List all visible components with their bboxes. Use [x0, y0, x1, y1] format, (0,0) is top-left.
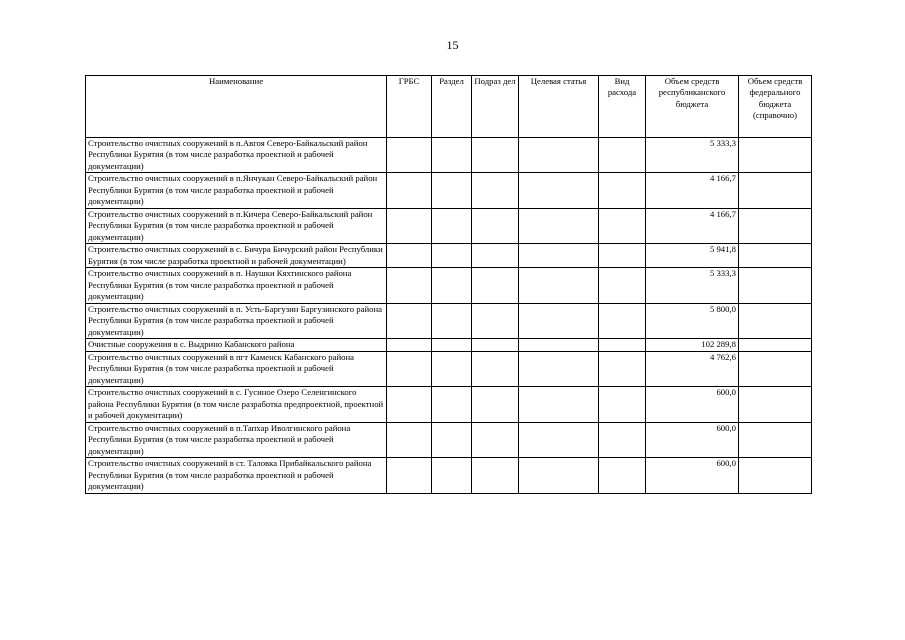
header-federal-budget: Объем средств федерального бюджета (справочно) — [739, 76, 812, 138]
header-republic-budget: Объем средств республиканского бюджета — [646, 76, 739, 138]
row-federal-amount — [739, 422, 812, 457]
row-subsection-cell — [472, 173, 519, 208]
row-republic-amount: 600,0 — [646, 422, 739, 457]
row-subsection-cell — [472, 303, 519, 338]
row-section-cell — [432, 339, 472, 351]
row-federal-amount — [739, 458, 812, 493]
row-subsection-cell — [472, 138, 519, 173]
header-subsection: Подраз дел — [472, 76, 519, 138]
row-target-cell — [519, 244, 599, 268]
row-expense-type-cell — [599, 387, 646, 422]
row-grbs-cell — [387, 268, 432, 303]
table-body — [86, 138, 812, 494]
row-name: Строительство очистных сооружений в с. Гусиное Озеро Селенгинского района Республики Бурятия (в том числе разработка предпроектной, проектной и рабочей документации) — [86, 387, 387, 422]
header-grbs: ГРБС — [387, 76, 432, 138]
row-section-cell — [432, 173, 472, 208]
row-name: Строительство очистных сооружений в п.Авгоя Северо-Байкальский район Республики Бурятия (в том числе разработка проектной и рабочей документации) — [86, 138, 387, 173]
row-name: Очистные сооружения в с. Выдрино Кабанского района — [86, 339, 387, 351]
row-grbs-cell — [387, 339, 432, 351]
row-name: Строительство очистных сооружений в п.Кичера Северо-Байкальский район Республики Бурятия (в том числе разработка проектной и рабочей документации) — [86, 208, 387, 243]
row-federal-amount — [739, 303, 812, 338]
table-row — [86, 208, 812, 243]
row-expense-type-cell — [599, 339, 646, 351]
row-expense-type-cell — [599, 303, 646, 338]
table-row — [86, 458, 812, 493]
page-number: 15 — [446, 38, 459, 52]
row-republic-amount: 5 333,3 — [646, 138, 739, 173]
header-name: Наименование — [86, 76, 387, 138]
row-target-cell — [519, 387, 599, 422]
row-subsection-cell — [472, 387, 519, 422]
row-grbs-cell — [387, 458, 432, 493]
row-expense-type-cell — [599, 268, 646, 303]
row-subsection-cell — [472, 268, 519, 303]
row-target-cell — [519, 303, 599, 338]
row-name: Строительство очистных сооружений в пгт Каменск Кабанского района Республики Бурятия (в том числе разработка проектной и рабочей документации) — [86, 351, 387, 386]
row-name: Строительство очистных сооружений в ст. Таловка Прибайкальского района Республики Бурятия (в том числе разработка проектной и рабочей документации) — [86, 458, 387, 493]
row-republic-amount: 5 800,0 — [646, 303, 739, 338]
table-row — [86, 173, 812, 208]
row-grbs-cell — [387, 422, 432, 457]
table-row — [86, 303, 812, 338]
row-grbs-cell — [387, 303, 432, 338]
row-subsection-cell — [472, 339, 519, 351]
table-row — [86, 387, 812, 422]
row-target-cell — [519, 351, 599, 386]
row-name: Строительство очистных сооружений в с. Бичура Бичурский район Республики Бурятия (в том числе разработка проектной и рабочей документации) — [86, 244, 387, 268]
row-grbs-cell — [387, 387, 432, 422]
header-target: Целевая статья — [519, 76, 599, 138]
row-grbs-cell — [387, 173, 432, 208]
row-federal-amount — [739, 339, 812, 351]
table-row — [86, 351, 812, 386]
row-target-cell — [519, 268, 599, 303]
table-row — [86, 138, 812, 173]
header-expense-type: Вид расхода — [599, 76, 646, 138]
budget-table — [85, 75, 812, 494]
row-name: Строительство очистных сооружений в п. Усть-Баргузин Баргузинского района Республики Бурятия (в том числе разработка проектной и рабочей документации) — [86, 303, 387, 338]
row-federal-amount — [739, 387, 812, 422]
row-federal-amount — [739, 208, 812, 243]
row-expense-type-cell — [599, 208, 646, 243]
row-subsection-cell — [472, 351, 519, 386]
row-section-cell — [432, 351, 472, 386]
row-target-cell — [519, 208, 599, 243]
row-grbs-cell — [387, 351, 432, 386]
row-section-cell — [432, 422, 472, 457]
row-republic-amount: 5 941,8 — [646, 244, 739, 268]
row-republic-amount: 4 166,7 — [646, 173, 739, 208]
table-row — [86, 244, 812, 268]
row-expense-type-cell — [599, 173, 646, 208]
row-subsection-cell — [472, 458, 519, 493]
row-target-cell — [519, 173, 599, 208]
row-expense-type-cell — [599, 138, 646, 173]
row-name: Строительство очистных сооружений в п.Янчукан Северо-Байкальский район Республики Бурятия (в том числе разработка проектной и рабочей документации) — [86, 173, 387, 208]
row-expense-type-cell — [599, 244, 646, 268]
row-section-cell — [432, 458, 472, 493]
row-section-cell — [432, 303, 472, 338]
row-republic-amount: 5 333,3 — [646, 268, 739, 303]
row-subsection-cell — [472, 422, 519, 457]
row-republic-amount: 102 289,8 — [646, 339, 739, 351]
row-expense-type-cell — [599, 458, 646, 493]
row-republic-amount: 600,0 — [646, 387, 739, 422]
row-name: Строительство очистных сооружений в п. Наушки Кяхтинского района Республики Бурятия (в том числе разработка проектной и рабочей документации) — [86, 268, 387, 303]
row-section-cell — [432, 268, 472, 303]
row-republic-amount: 600,0 — [646, 458, 739, 493]
row-grbs-cell — [387, 244, 432, 268]
row-expense-type-cell — [599, 351, 646, 386]
row-grbs-cell — [387, 208, 432, 243]
table-header-row — [86, 76, 812, 138]
table-row — [86, 422, 812, 457]
row-name: Строительство очистных сооружений в п.Тапхар Иволгинского района Республики Бурятия (в том числе разработка проектной и рабочей документации) — [86, 422, 387, 457]
header-section: Раздел — [432, 76, 472, 138]
row-grbs-cell — [387, 138, 432, 173]
table-row — [86, 339, 812, 351]
row-federal-amount — [739, 138, 812, 173]
row-federal-amount — [739, 268, 812, 303]
row-target-cell — [519, 138, 599, 173]
row-subsection-cell — [472, 244, 519, 268]
row-section-cell — [432, 138, 472, 173]
table-row — [86, 268, 812, 303]
row-federal-amount — [739, 173, 812, 208]
row-expense-type-cell — [599, 422, 646, 457]
row-federal-amount — [739, 351, 812, 386]
row-target-cell — [519, 339, 599, 351]
row-target-cell — [519, 422, 599, 457]
row-republic-amount: 4 762,6 — [646, 351, 739, 386]
row-section-cell — [432, 244, 472, 268]
row-section-cell — [432, 208, 472, 243]
row-federal-amount — [739, 244, 812, 268]
row-subsection-cell — [472, 208, 519, 243]
row-republic-amount: 4 166,7 — [646, 208, 739, 243]
row-target-cell — [519, 458, 599, 493]
row-section-cell — [432, 387, 472, 422]
